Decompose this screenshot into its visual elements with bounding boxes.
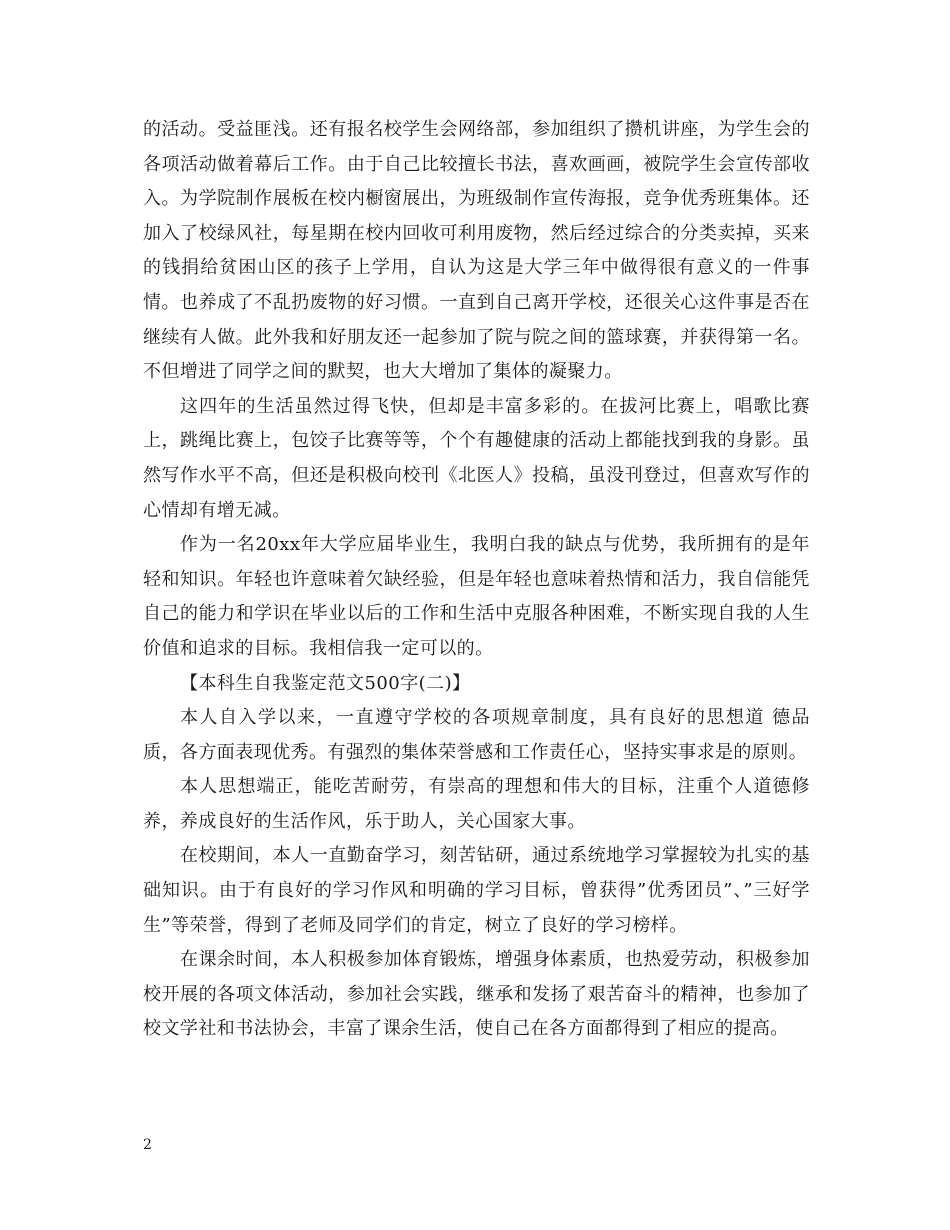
paragraph-study: 在校期间，本人一直勤奋学习，刻苦钻研，通过系统地学习掌握较为扎实的基础知识。由于有良好的学习作风和明确的学习目标，曾获得”优秀团员”、”三好学生”等荣誉，得到了老师及同学们的肯定，树立了良好的学习榜样。 [143,845,810,936]
paragraph-character: 本人思想端正，能吃苦耐劳，有崇高的理想和伟大的目标，注重个人道德修养，养成良好的生活作风，乐于助人，关心国家大事。 [143,776,810,832]
page-number: 2 [143,1137,152,1153]
paragraph-graduate-self-assessment: 作为一名20xx年大学应届毕业生，我明白我的缺点与优势，我所拥有的是年轻和知识。年轻也许意味着欠缺经验，但是年轻也意味着热情和活力，我自信能凭自己的能力和学识在毕业以后的工作和生活中克服各种困难，不断实现自我的人生价值和追求的目标。我相信我一定可以的。 [143,534,810,659]
section-heading: 【本科生自我鉴定范文500字(二)】 [180,672,471,694]
paragraph-discipline: 本人自入学以来，一直遵守学校的各项规章制度，具有良好的思想道 德品质，各方面表现优秀。有强烈的集体荣誉感和工作责任心，坚持实事求是的原则。 [143,707,810,763]
paragraph-college-life: 这四年的生活虽然过得飞快，但却是丰富多彩的。在拔河比赛上，唱歌比赛上，跳绳比赛上，包饺子比赛等等，个个有趣健康的活动上都能找到我的身影。虽然写作水平不高，但还是积极向校刊《北医人》投稿，虽没刊登过，但喜欢写作的心情却有增无减。 [143,395,810,521]
paragraph-continuation: 的活动。受益匪浅。还有报名校学生会网络部，参加组织了攒机讲座，为学生会的各项活动做着幕后工作。由于自己比较擅长书法，喜欢画画，被院学生会宣传部收入。为学院制作展板在校内橱窗展出，为班级制作宣传海报，竞争优秀班集体。还加入了校绿风社，每星期在校内回收可利用废物，然后经过综合的分类卖掉，买来的钱捐给贫困山区的孩子上学用，自认为这是大学三年中做得很有意义的一件事情。也养成了不乱扔废物的好习惯。一直到自己离开学校，还很关心这件事是否在继续有人做。此外我和好朋友还一起参加了院与院之间的篮球赛，并获得第一名。不但增进了同学之间的默契，也大大增加了集体的凝聚力。 [143,119,810,383]
document-body [143,113,810,1047]
paragraph-extracurricular: 在课余时间，本人积极参加体育锻炼，增强身体素质，也热爱劳动，积极参加校开展的各项文体活动，参加社会实践，继承和发扬了艰苦奋斗的精神，也参加了校文学社和书法协会，丰富了课余生活，使自己在各方面都得到了相应的提高。 [143,949,810,1040]
